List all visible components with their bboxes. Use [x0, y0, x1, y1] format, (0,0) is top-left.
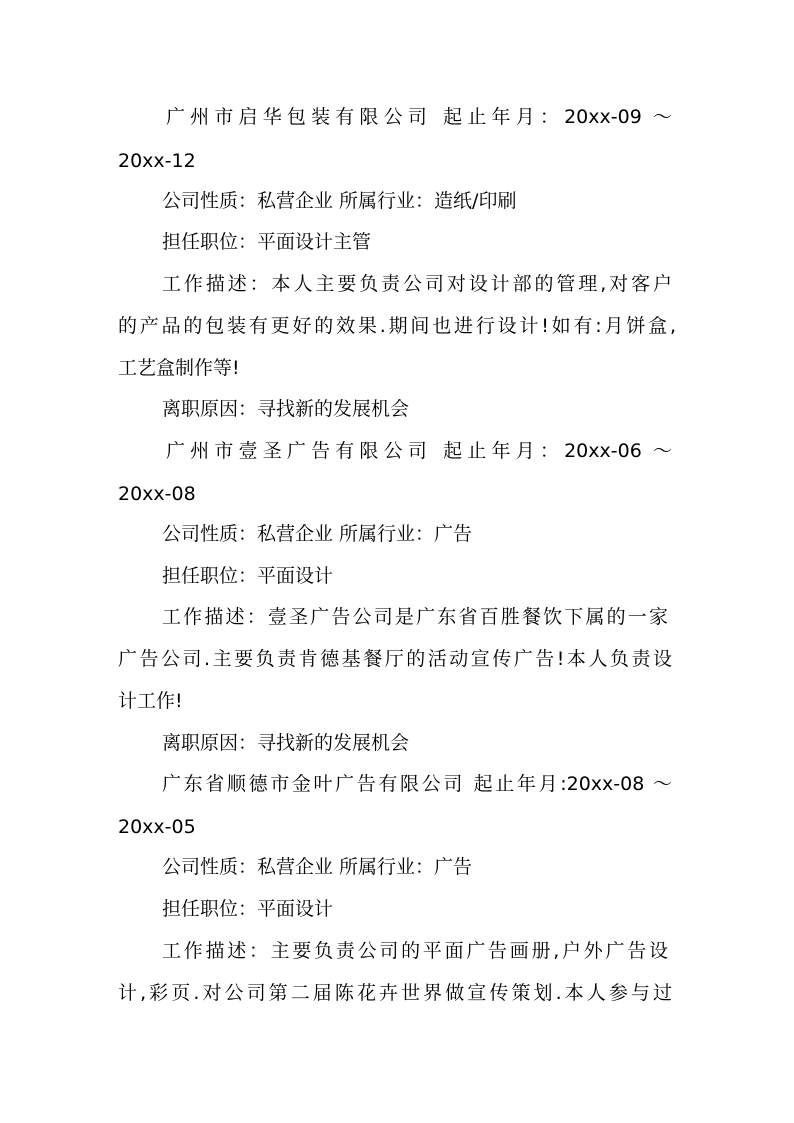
company-line: 广东省顺德市金叶广告有限公司 起止年月:20xx-08 ～: [162, 773, 672, 795]
position-line: 担任职位：平面设计: [162, 565, 334, 587]
date-end-line: 20xx-08: [118, 483, 196, 505]
company-type-line: 公司性质：私营企业 所属行业：广告: [162, 523, 473, 545]
company-type-line: 公司性质：私营企业 所属行业：广告: [162, 856, 473, 878]
description-line: 广告公司.主要负责肯德基餐厅的活动宣传广告!本人负责设: [118, 648, 672, 670]
description-line: 的产品的包装有更好的效果.期间也进行设计!如有:月饼盒,: [118, 315, 676, 337]
position-line: 担任职位：平面设计: [162, 898, 334, 920]
company-line: 广州市壹圣广告有限公司 起止年月：20xx-06 ～: [166, 440, 672, 462]
leaving-reason-line: 离职原因：寻找新的发展机会: [162, 732, 410, 754]
position-line: 担任职位：平面设计主管: [162, 231, 372, 253]
description-line: 计工作!: [118, 690, 183, 712]
date-end-line: 20xx-05: [118, 816, 196, 838]
company-line: 广州市启华包装有限公司 起止年月：20xx-09 ～: [166, 106, 672, 128]
date-end-line: 20xx-12: [118, 150, 196, 172]
description-line: 工作描述：本人主要负责公司对设计部的管理,对客户: [162, 273, 672, 295]
leaving-reason-line: 离职原因：寻找新的发展机会: [162, 398, 410, 420]
description-line: 计,彩页.对公司第二届陈花卉世界做宣传策划.本人参与过: [118, 982, 672, 1004]
description-line: 工作描述：壹圣广告公司是广东省百胜餐饮下属的一家: [162, 606, 668, 628]
company-type-line: 公司性质：私营企业 所属行业：造纸/印刷: [162, 190, 517, 212]
description-line: 工艺盒制作等!: [118, 357, 240, 379]
description-line: 工作描述：主要负责公司的平面广告画册,户外广告设: [162, 940, 668, 962]
